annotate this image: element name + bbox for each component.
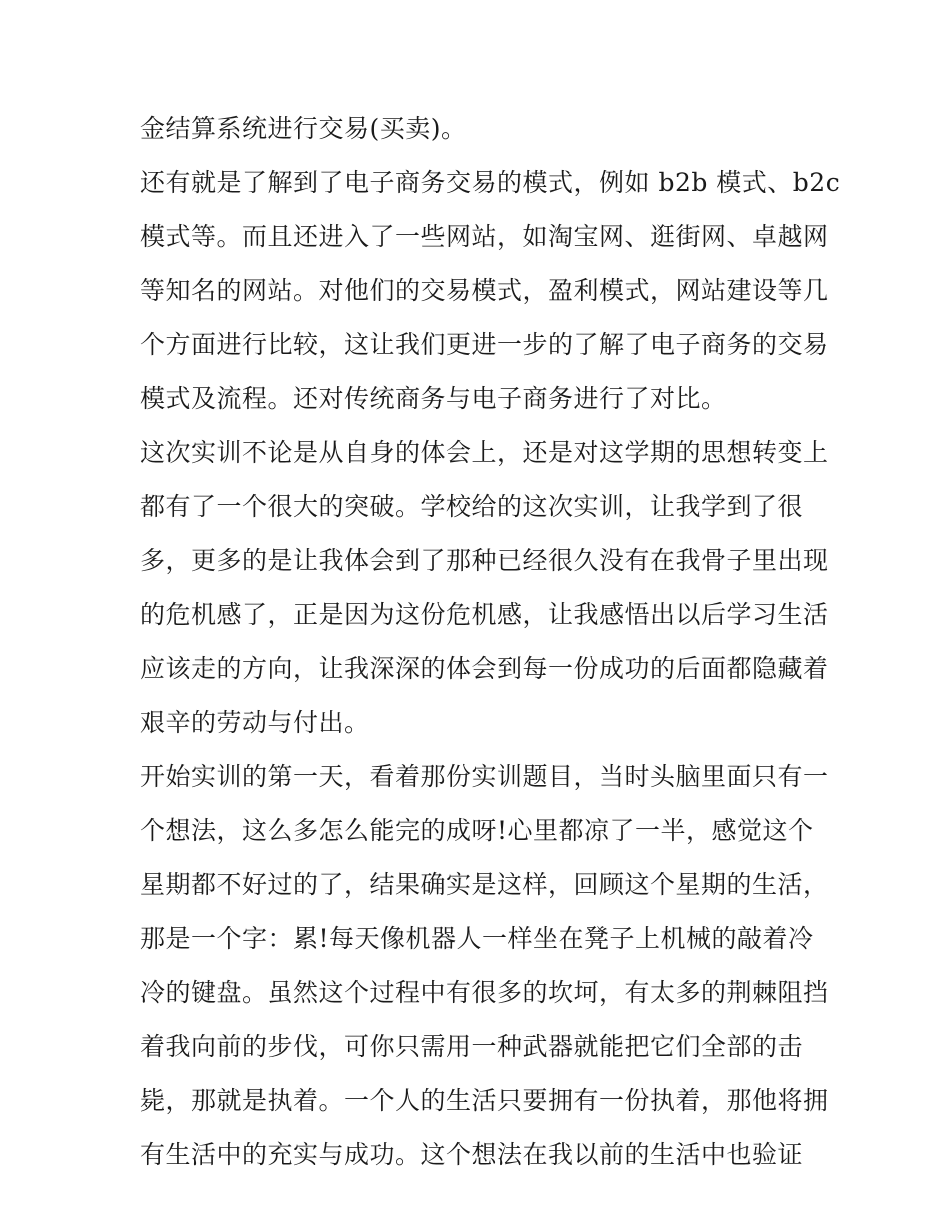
text-line: 艰辛的劳动与付出。	[140, 708, 370, 737]
text-line: 着我向前的步伐，可你只需用一种武器就能把它们全部的击	[140, 1032, 804, 1061]
text-line: 个方面进行比较，这让我们更进一步的了解了电子商务的交易	[140, 330, 829, 359]
text-line: 还有就是了解到了电子商务交易的模式，例如 b2b 模式、b2c	[140, 168, 841, 197]
text-line: 冷的键盘。虽然这个过程中有很多的坎坷，有太多的荆棘阻挡	[140, 978, 829, 1007]
text-line: 星期都不好过的了，结果确实是这样，回顾这个星期的生活，	[140, 870, 829, 899]
text-line: 开始实训的第一天，看着那份实训题目，当时头脑里面只有一	[140, 762, 829, 791]
text-line: 模式及流程。还对传统商务与电子商务进行了对比。	[140, 384, 727, 413]
text-line: 都有了一个很大的突破。学校给的这次实训，让我学到了很	[140, 492, 804, 521]
text-line: 模式等。而且还进入了一些网站，如淘宝网、逛街网、卓越网	[140, 222, 829, 251]
text-line: 有生活中的充实与成功。这个想法在我以前的生活中也验证	[140, 1140, 804, 1169]
text-line: 等知名的网站。对他们的交易模式，盈利模式，网站建设等几	[140, 276, 829, 305]
text-line: 这次实训不论是从自身的体会上，还是对这学期的思想转变上	[140, 438, 829, 467]
text-line: 金结算系统进行交易(买卖)。	[140, 114, 467, 143]
text-line: 的危机感了，正是因为这份危机感，让我感悟出以后学习生活	[140, 600, 829, 629]
text-line: 个想法，这么多怎么能完的成呀!心里都凉了一半，感觉这个	[140, 816, 814, 845]
text-line: 那是一个字：累!每天像机器人一样坐在凳子上机械的敲着冷	[140, 924, 814, 953]
text-line: 毙，那就是执着。一个人的生活只要拥有一份执着，那他将拥	[140, 1086, 829, 1115]
text-line: 多，更多的是让我体会到了那种已经很久没有在我骨子里出现	[140, 546, 829, 575]
text-line: 应该走的方向，让我深深的体会到每一份成功的后面都隐藏着	[140, 654, 829, 683]
